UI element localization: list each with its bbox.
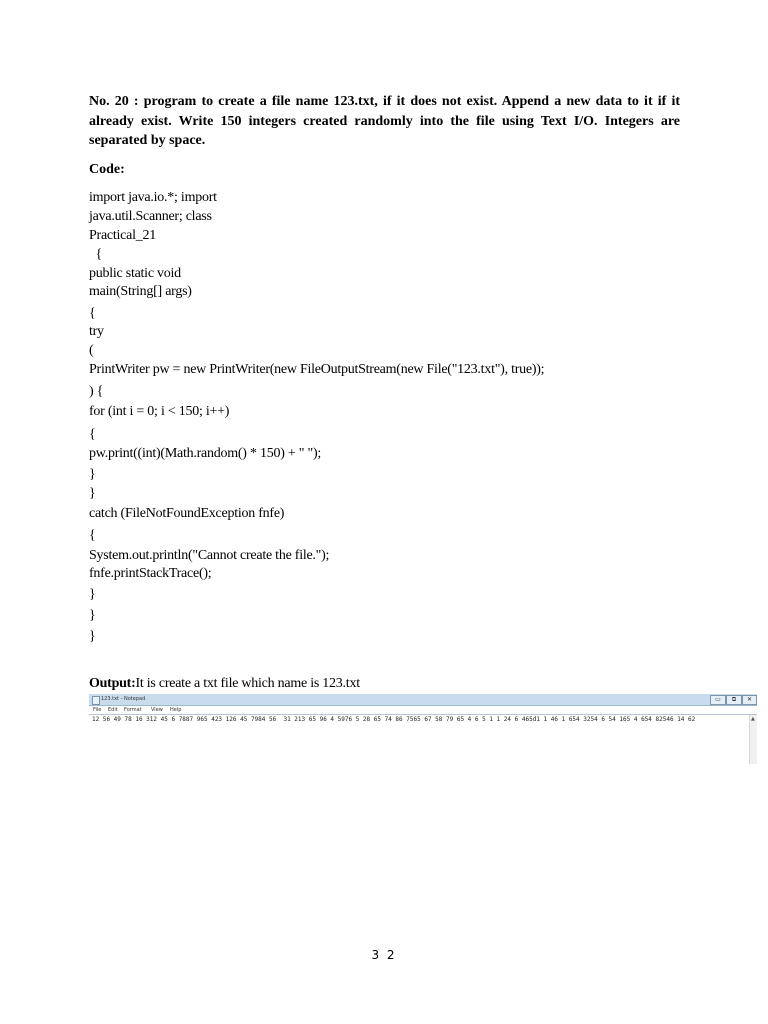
- code-line: }: [89, 467, 96, 482]
- notepad-text: 12 56 49 78 16 312 45 6 7887 965 423 126 45 7984 56 31 213 65 96 4 5976 5 28 65 74 86 7565 67 58 79 65 4 6 5 1 1 24 6 465d1 1 46 1 654 3254 6 54 165 4 654 82546 14 62: [92, 716, 696, 723]
- code-line: import java.io.*; import: [89, 190, 217, 205]
- output-text: It is create a txt file which name is 123.txt: [135, 676, 360, 691]
- menu-file[interactable]: File: [93, 707, 102, 713]
- minimize-icon[interactable]: ▭: [710, 695, 726, 705]
- code-line: {: [89, 306, 96, 321]
- code-line: for (int i = 0; i < 150; i++): [89, 404, 230, 419]
- notepad-title: 123.txt - Notepad: [101, 696, 146, 702]
- code-line: {: [89, 427, 96, 442]
- notepad-menubar: [89, 706, 757, 714]
- menu-format[interactable]: Format: [124, 707, 142, 713]
- code-line: System.out.println("Cannot create the file.");: [89, 548, 330, 563]
- code-line: ) {: [89, 384, 104, 399]
- notepad-text-area[interactable]: [89, 714, 757, 764]
- output-line: [89, 676, 360, 692]
- code-line: {: [89, 528, 96, 543]
- code-line: pw.print((int)(Math.random() * 150) + " ");: [89, 446, 322, 461]
- code-line: (: [89, 343, 94, 358]
- menu-help[interactable]: Help: [170, 707, 182, 713]
- output-label: Output:: [89, 676, 136, 691]
- code-line: }: [89, 587, 96, 602]
- code-line: PrintWriter pw = new PrintWriter(new FileOutputStream(new File("123.txt"), true));: [89, 362, 545, 377]
- code-line: main(String[] args): [89, 284, 192, 299]
- notepad-titlebar: [89, 694, 757, 706]
- code-line: }: [89, 629, 96, 644]
- code-line: {: [89, 247, 102, 262]
- page-number: 3 2: [371, 948, 397, 962]
- code-line: fnfe.printStackTrace();: [89, 566, 212, 581]
- code-line: }: [89, 486, 96, 501]
- code-line: catch (FileNotFoundException fnfe): [89, 506, 285, 521]
- code-line: }: [89, 608, 96, 623]
- code-line: java.util.Scanner; class: [89, 209, 212, 224]
- notepad-app-icon: [92, 696, 100, 705]
- close-icon[interactable]: ✕: [742, 695, 757, 705]
- maximize-icon[interactable]: ⧉: [726, 695, 742, 705]
- question-heading: No. 20 : program to create a file name 123.txt, if it does not exist. Append a new data to it if it already exist. Write 150 integers created randomly into the file using Text I/O. Integers are separated by space.: [89, 94, 680, 148]
- notepad-scrollbar[interactable]: [749, 715, 757, 764]
- menu-view[interactable]: View: [151, 707, 163, 713]
- code-line: Practical_21: [89, 228, 156, 243]
- menu-edit[interactable]: Edit: [108, 707, 118, 713]
- scroll-up-icon[interactable]: ▲: [751, 716, 755, 722]
- code-line: try: [89, 324, 104, 339]
- code-line: public static void: [89, 266, 181, 281]
- notepad-screenshot: [89, 694, 757, 764]
- code-title: Code:: [89, 162, 125, 177]
